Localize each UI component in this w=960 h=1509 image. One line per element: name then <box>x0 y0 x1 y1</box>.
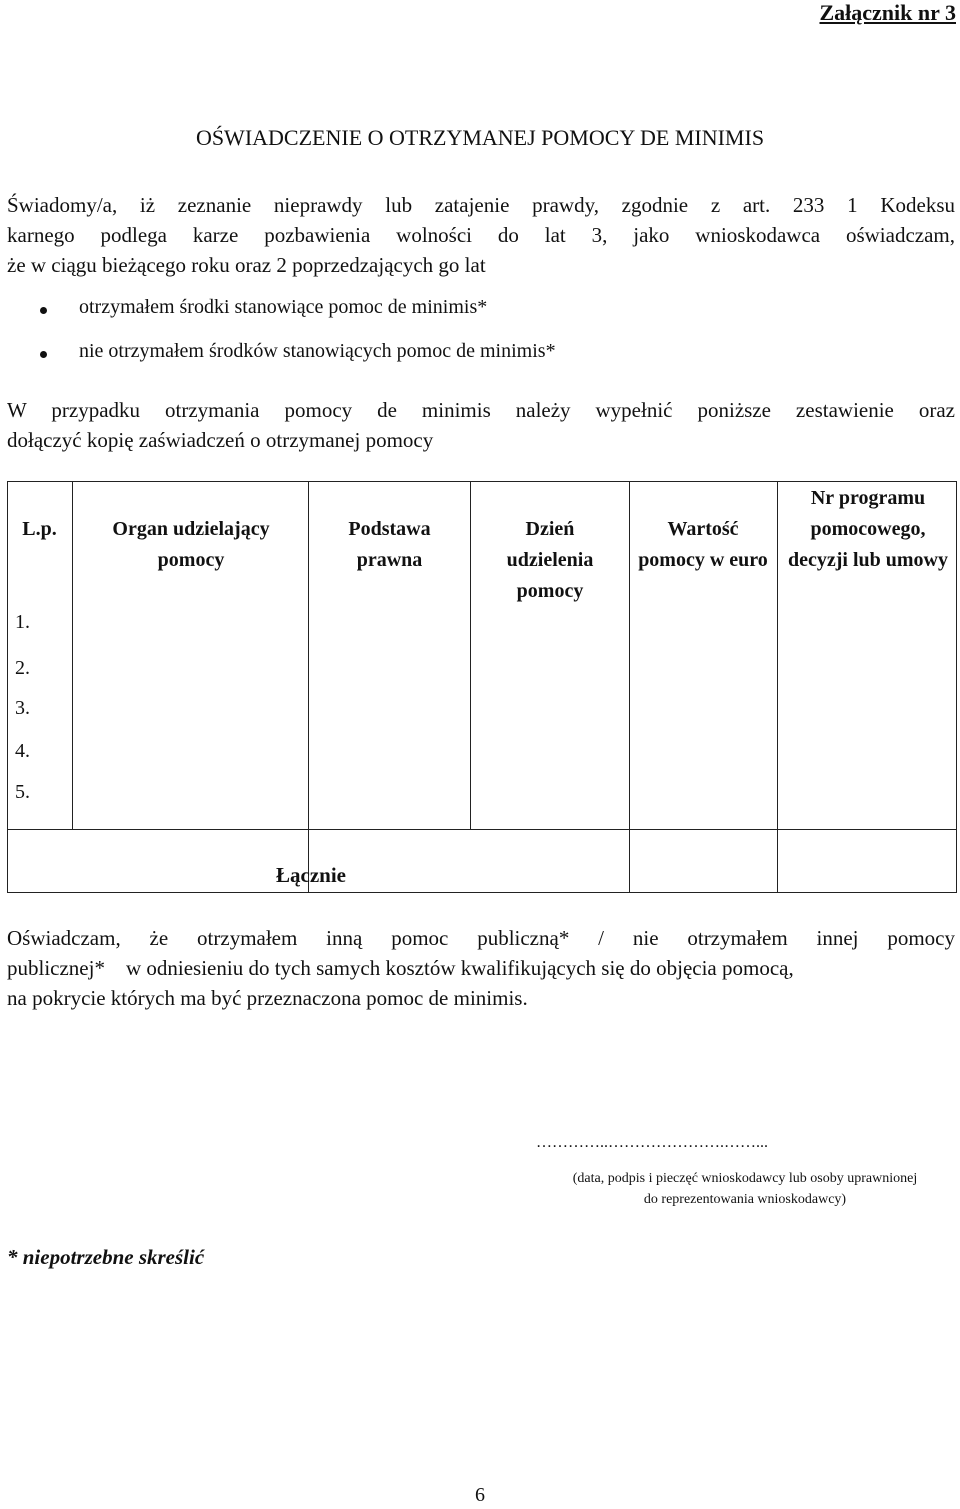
bullet-icon <box>40 307 47 314</box>
signature-caption <box>530 1168 960 1210</box>
declaration-line-2: publicznej* w odniesieniu do tych samych kosztów kwalifikujących się do objęcia pomocą, <box>7 956 794 980</box>
row-number: 3. <box>15 697 30 719</box>
declaration-line-3: na pokrycie których ma być przeznaczona pomoc de minimis. <box>7 986 528 1010</box>
header-value-eur: Wartość pomocy w euro <box>638 518 768 571</box>
signature-line: …………..………………….……... <box>536 1134 768 1151</box>
intro-line-2: karnego podlega karze pozbawienia wolności do lat 3, jako wnioskodawca oświadczam, <box>7 223 955 247</box>
instruction-line-2: dołączyć kopię zaświadczeń o otrzymanej pomocy <box>7 428 434 452</box>
intro-line-3: że w ciągu bieżącego roku oraz 2 poprzedzających go lat <box>7 253 486 277</box>
row-number: 1. <box>15 611 30 633</box>
declaration-paragraph <box>7 923 955 1013</box>
signature-caption-line-2: do reprezentowania wnioskodawcy) <box>643 1192 847 1207</box>
signature-caption-line-1: (data, podpis i pieczęć wnioskodawcy lub osoby uprawnionej <box>572 1171 918 1186</box>
instruction-paragraph <box>7 395 955 455</box>
header-program-number: Nr programu pomocowego, decyzji lub umowy <box>788 487 948 571</box>
header-granting-authority: Organ udzielający pomocy <box>112 518 270 571</box>
declaration-line-1: Oświadczam, że otrzymałem inną pomoc publiczną* / nie otrzymałem innej pomocy <box>7 926 955 950</box>
intro-paragraph <box>7 190 955 280</box>
aid-summary-table <box>7 481 957 893</box>
row-number: 5. <box>15 781 30 803</box>
annex-label: Załącznik nr 3 <box>819 0 956 25</box>
header-grant-date: Dzień udzielenia pomocy <box>506 518 594 602</box>
row-number: 2. <box>15 657 30 679</box>
document-title: OŚWIADCZENIE O OTRZYMANEJ POMOCY DE MINIMIS <box>195 125 765 150</box>
header-lp: L.p. <box>22 518 57 540</box>
footnote: * niepotrzebne skreślić <box>7 1245 205 1269</box>
option-received-text: otrzymałem środki stanowiące pomoc de minimis* <box>79 296 488 318</box>
instruction-line-1: W przypadku otrzymania pomocy de minimis należy wypełnić poniższe zestawienie oraz <box>7 398 955 422</box>
row-number: 4. <box>15 740 30 762</box>
header-legal-basis: Podstawa prawna <box>348 518 431 571</box>
bullet-icon <box>40 351 47 358</box>
total-label: Łącznie <box>276 863 346 887</box>
intro-line-1: Świadomy/a, iż zeznanie nieprawdy lub zatajenie prawdy, zgodnie z art. 233 1 Kodeksu <box>7 193 955 217</box>
option-not-received-text: nie otrzymałem środków stanowiących pomoc de minimis* <box>79 340 556 362</box>
page-number: 6 <box>475 1484 485 1506</box>
